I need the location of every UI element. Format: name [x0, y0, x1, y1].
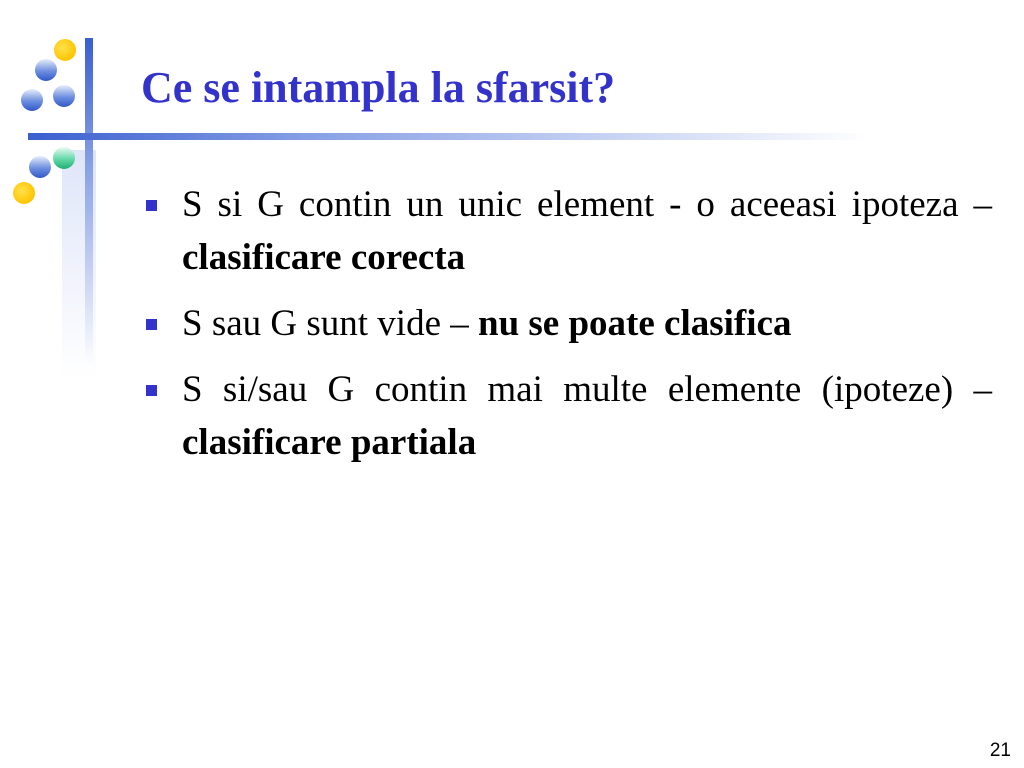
bullet-item: [146, 178, 992, 284]
bullet-list: [146, 178, 992, 482]
decor-dot-blue: [53, 85, 75, 107]
page-number: 21: [989, 740, 1011, 761]
bullet-item: [146, 297, 992, 350]
slide-title: Ce se intampla la sfarsit?: [141, 63, 616, 112]
bullet-text: S si/sau G contin mai multe elemente (ipoteze) –: [182, 369, 992, 410]
decor-dot-blue: [35, 59, 57, 81]
decor-dot-teal: [53, 147, 75, 169]
decor-dot-yellow: [54, 39, 76, 61]
bullet-emphasis: nu se poate clasifica: [478, 303, 792, 344]
vertical-accent-line: [85, 38, 93, 368]
decor-dot-blue: [29, 156, 51, 178]
decor-dot-yellow: [13, 182, 35, 204]
square-bullet-icon: [146, 385, 157, 396]
bullet-emphasis: clasificare corecta: [182, 237, 466, 278]
bullet-item: [146, 363, 992, 469]
square-bullet-icon: [146, 200, 157, 211]
bullet-text: S si G contin un unic element - o aceeasi ipoteza –: [182, 184, 992, 225]
bullet-text: S sau G sunt vide –: [182, 303, 478, 344]
horizontal-accent-line: [28, 133, 870, 140]
bullet-emphasis: clasificare partiala: [182, 422, 477, 463]
decor-dot-blue: [21, 89, 43, 111]
square-bullet-icon: [146, 319, 157, 330]
